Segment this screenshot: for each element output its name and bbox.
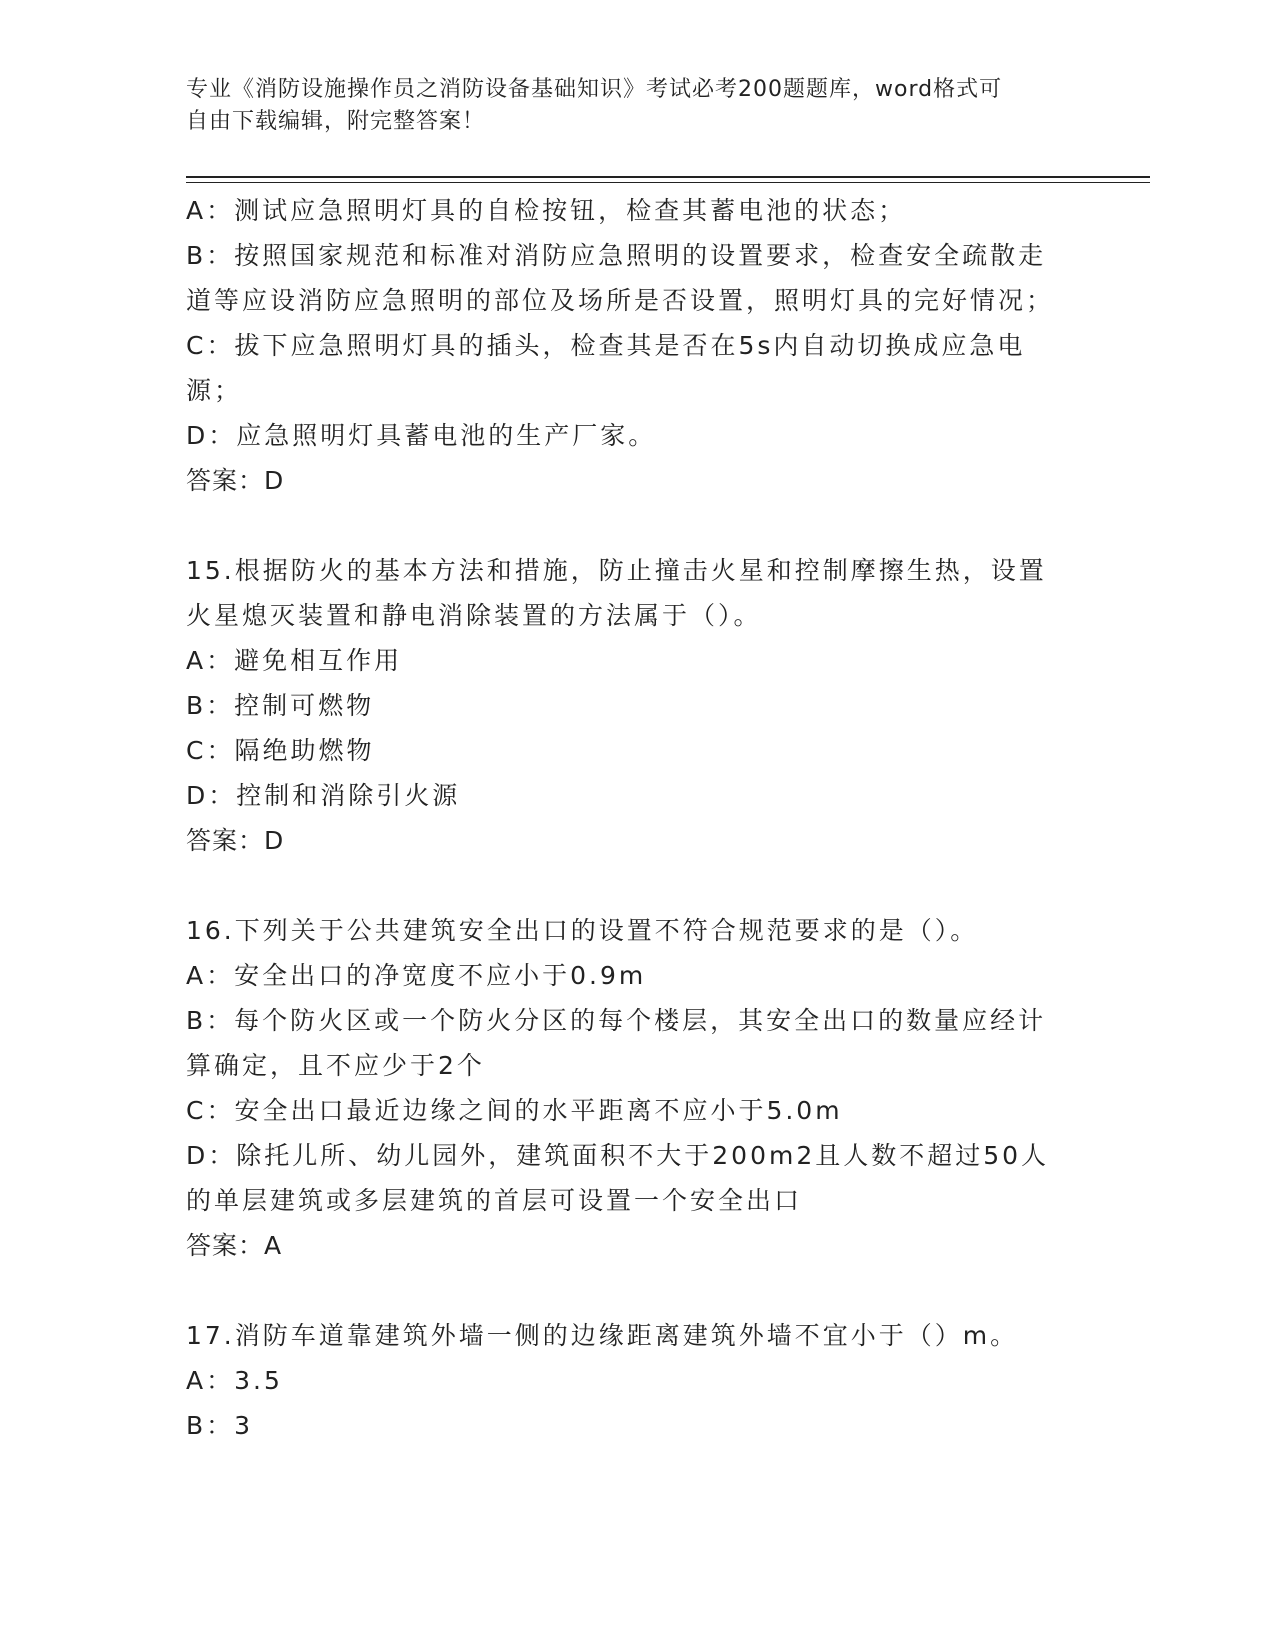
question-14-continued [186,188,1066,503]
q16-option-d-line-2: 的单层建筑或多层建筑的首层可设置一个安全出口 [186,1186,803,1215]
question-16 [186,908,1066,1268]
q15-option-a: A：避免相互作用 [186,646,403,675]
q14-option-b-line-2: 道等应设消防应急照明的部位及场所是否设置，照明灯具的完好情况； [186,286,1055,315]
q14-answer: 答案：D [186,466,285,495]
q14-option-a: A：测试应急照明灯具的自检按钮，检查其蓄电池的状态； [186,196,907,225]
header-divider-thin [186,182,1150,183]
question-17 [186,1313,1066,1448]
q16-option-d-line-1: D：除托儿所、幼儿园外，建筑面积不大于200m2且人数不超过50人 [186,1141,1050,1170]
q14-option-c-line-1: C：拔下应急照明灯具的插头，检查其是否在5s内自动切换成应急电 [186,331,1026,360]
question-15 [186,548,1066,863]
document-header [186,74,1066,138]
question-content [186,188,1066,1448]
q17-option-b: B：3 [186,1411,254,1440]
spacer [186,1268,1066,1313]
q15-option-c: C：隔绝助燃物 [186,736,375,765]
q16-option-b-line-2: 算确定，且不应少于2个 [186,1051,485,1080]
header-line-2: 自由下载编辑，附完整答案！ [186,109,486,134]
q14-option-b-line-1: B：按照国家规范和标准对消防应急照明的设置要求，检查安全疏散走 [186,241,1047,270]
header-divider-thick [186,176,1150,178]
q17-option-a: A：3.5 [186,1366,283,1395]
spacer [186,863,1066,908]
spacer [186,503,1066,548]
q15-option-d: D：控制和消除引火源 [186,781,461,810]
q14-option-d: D：应急照明灯具蓄电池的生产厂家。 [186,421,657,450]
q15-stem-line-2: 火星熄灭装置和静电消除装置的方法属于（）。 [186,601,762,630]
q16-answer: 答案：A [186,1231,283,1260]
q16-option-a: A：安全出口的净宽度不应小于0.9m [186,961,647,990]
q14-option-c-line-2: 源； [186,376,243,405]
q15-stem-line-1: 15.根据防火的基本方法和措施，防止撞击火星和控制摩擦生热，设置 [186,556,1047,585]
q15-answer: 答案：D [186,826,285,855]
header-line-1: 专业《消防设施操作员之消防设备基础知识》考试必考200题题库，word格式可 [186,77,1003,102]
q16-option-b-line-1: B：每个防火区或一个防火分区的每个楼层，其安全出口的数量应经计 [186,1006,1047,1035]
q16-stem: 16.下列关于公共建筑安全出口的设置不符合规范要求的是（）。 [186,916,979,945]
q15-option-b: B：控制可燃物 [186,691,375,720]
q16-option-c: C：安全出口最近边缘之间的水平距离不应小于5.0m [186,1096,843,1125]
q17-stem: 17.消防车道靠建筑外墙一侧的边缘距离建筑外墙不宜小于（）m。 [186,1321,1019,1350]
